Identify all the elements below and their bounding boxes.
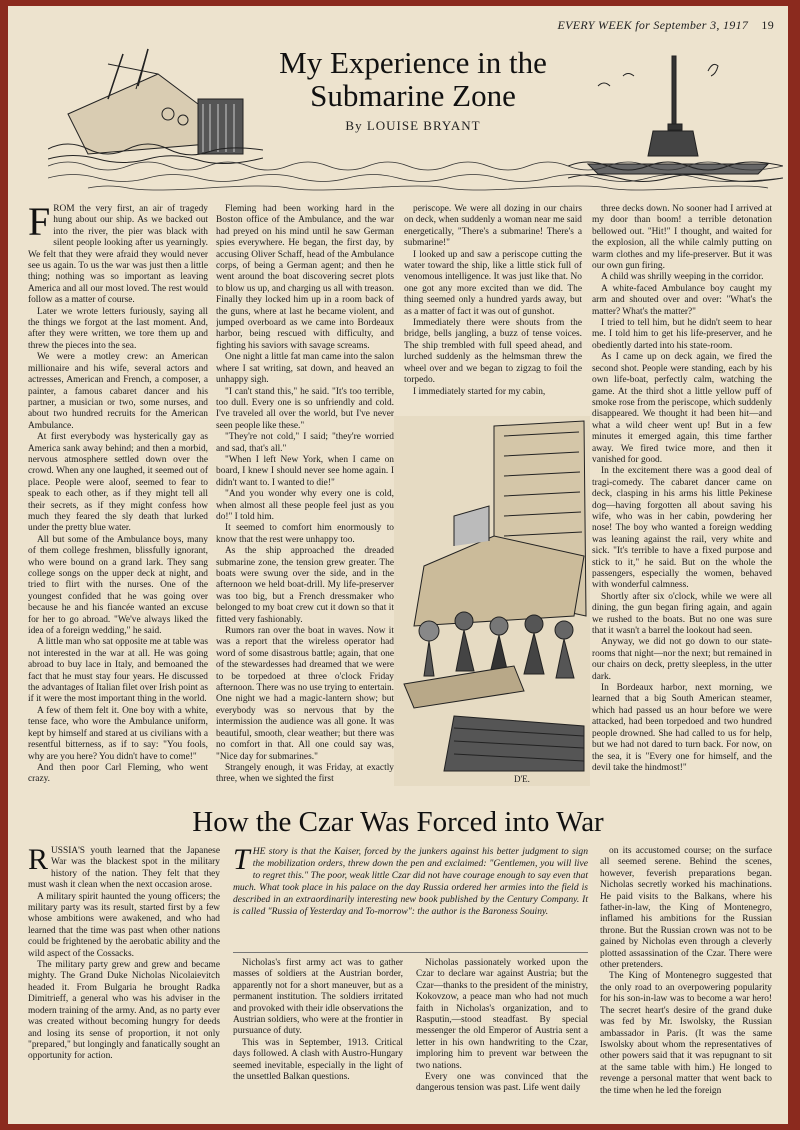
paragraph: periscope. We were all dozing in our chairs on deck, when suddenly a woman near me said energetically, "There's a submarine! There's a submarine!" xyxy=(404,204,582,249)
article2-column-3 xyxy=(416,958,588,1118)
running-head: EVERY WEEK for September 3, 1917 19 xyxy=(557,18,774,32)
paragraph: Nicholas passionately worked upon the Czar to declare war against Austria; but the Czar—thanks to the president of the ministry, Kokovzow, a peace man who had not much faith in Nicholas's organization, and to Rasputin,—stood steadfast. By special messenger the old Emperor of Austria sent a letter in his own handwriting to the Czar, imploring him to prevent war between the two nations. xyxy=(416,958,588,1071)
dropcap: R xyxy=(28,846,49,876)
paragraph: Strangely enough, it was Friday, at exactly three, when we sighted the first xyxy=(216,762,394,785)
paragraph: Anyway, we did not go down to our state-rooms that night—nor the next; but remained in our chairs on deck, pretty sleepless, in the utter dark. xyxy=(592,637,772,682)
paragraph: As the ship approached the dreaded submarine zone, the tension grew greater. The boats were swung over the side, and in the afternoon we held boat-drill. My life-preserver was too big, but a French dressmaker who belonged to my boat crew cut it down so that it fitted very fashionably. xyxy=(216,546,394,625)
paragraph: I tried to tell him, but he didn't seem to hear me. I told him to get his life-preserver, and he obediently darted into his state-room. xyxy=(592,318,772,351)
paragraph: Later we wrote letters furiously, saying all the things we forgot at the last moment. And, after they were written, we tore them up and threw the pieces into the sea. xyxy=(28,306,208,351)
article2-column-4 xyxy=(600,846,772,1118)
paragraph: And then poor Carl Fleming, who went crazy. xyxy=(28,762,208,785)
paragraph: All but some of the Ambulance boys, many of them college freshmen, blissfully ignorant, who were bound on a grand lark. They sang college songs on the upper deck at night, and tried to flirt with the nurses. One of the youngest confided that he was going over because he and his fiancée wanted an excuse for her to go abroad. "We've always liked the idea of a foreign wedding," he said. xyxy=(28,534,208,637)
paragraph: It seemed to comfort him enormously to know that the rest were unhappy too. xyxy=(216,523,394,545)
paragraph: RUSSIA'S youth learned that the Japanese War was the blackest spot in the military history of the nation. They felt that they must wash it clean when the next occasion arose. xyxy=(28,846,220,891)
paragraph: I looked up and saw a periscope cutting the water toward the ship, like a little stick full of venomous intelligence. It was just like that. No one got any more excited than we did. The thing seemed only a hundred yards away, but as a matter of fact it was out of gunshot. xyxy=(404,249,582,317)
figure-signature: D'E. xyxy=(514,774,530,784)
paragraph: In the excitement there was a good deal of tragi-comedy. The cabaret dancer came on deck, clasping in his arms his little Pekinese dog—having forgotten all about saving his wife, who was in her cabin, powdering her nose! The boy who wanted a foreign wedding was leaning against the rail, very white and sick. "It's terrible to have a fixed purpose and stick to it," he said. But on the whole the passengers, especially the women, behaved with wonderful calmness. xyxy=(592,466,772,591)
paragraph: FROM the very first, an air of tragedy hung about our ship. As we backed out into the river, the pier was black with silent people looking after us yearningly. We felt that they were afraid they would never see us again. To us the war was just then a little thing; nothing was so important as leaving America and all our most loved. The rest would follow as a matter of course. xyxy=(28,204,208,306)
sea-waves-decoration xyxy=(48,146,783,196)
intro-rule xyxy=(233,952,588,953)
paragraph: A few of them felt it. One boy with a white, tense face, who wore the Ambulance uniform, kept by himself and stared at us civilians with a resentful bitterness, as if to say: "You fools, why are you here? You didn't have to come!" xyxy=(28,705,208,762)
article2-column-2 xyxy=(233,958,403,1118)
article1-column-2 xyxy=(216,204,394,792)
paragraph: As I came up on deck again, we fired the second shot. People were standing, each by his own life-boat, perfectly calm, watching the game. At the third shot a little yellow puff of smoke rose from the periscope, which suddenly disappeared. We thought it had been hit—and what a wild cheer went up! But in a few minutes it emerged again, this time farther away. We fired twice more, and then it vanished for good. xyxy=(592,352,772,465)
paragraph: Nicholas's first army act was to gather masses of soldiers at the Austrian border, apparently not for a short maneuver, but as a permanent institution. The soldiers irritated and provoked with their idle observations the Austrian soldiers, who were at the frontier in pursuance of duty. xyxy=(233,958,403,1037)
page-number: 19 xyxy=(761,18,774,32)
paragraph: on its accustomed course; on the surface all seemed serene. Behind the scenes, however, feverish preparations began. Nicholas secretly worked his machinations. He paid visits to the Balkans, where his father-in-law, the King of Montenegro, inflamed his ambitions for the Russian throne. But the Russian crown was not to be gained by Nicholas even through a cleverly plotted assassination of the Czar. There were other pretenders. xyxy=(600,846,772,971)
paragraph: Every one was convinced that the dangerous tension was past. Life went daily xyxy=(416,1072,588,1094)
paragraph: Shortly after six o'clock, while we were all dining, the gun began firing again, and again we rushed to the boats. But no one was sure that it wasn't a barrel the lookout had seen. xyxy=(592,591,772,637)
paragraph: We were a motley crew: an American millionaire and his wife, several actors and actresses, American and French, a composer, a painter, a famous cabaret dancer and his partner, a musician or two, some nurses, and about two hundred recruits for the American Ambulance. xyxy=(28,352,208,431)
paragraph: A military spirit haunted the young officers; the military party was its result, started first by a few whose ambitions were awakened, and who had learned that the time was past when other nations could be frightened by the aerobatic ability and the wild aspect of the Cossacks. xyxy=(28,891,220,959)
paragraph: Fleming had been working hard in the Boston office of the Ambulance, and the war had preyed on his mind until he saw German spies everywhere. He began, the first day, by accusing Oliver Schaff, head of the Ambulance corps, of being a German agent; and then he went around the boat discovering secret plots to blow us up, and charging us all with treason. Finally they locked him up in a room back of the guns, where at last he became violent, and jumped overboard as we came into Bordeaux harbor, being rescued with difficulty, and fighting his saviors with savage screams. xyxy=(216,204,394,351)
magazine-page xyxy=(8,6,788,1124)
paragraph: The King of Montenegro suggested that the only road to an overpowering popularity for his son-in-law was to become a war hero! The secret heart's desire of the grand duke was fed by Mr. Iswolsky, the Russian ambassador in Paris. (It was the same Iswolsky about whom the representatives of other powers said that it was repugnant to sit at the same table with him.) He longed to revenge a personal matter that went back to the time when he led the foreign xyxy=(600,971,772,1096)
article2-column-1 xyxy=(28,846,220,1118)
paragraph: A white-faced Ambulance boy caught my arm and shouted over and over: "What's the matter? What's the matter?" xyxy=(592,283,772,317)
article2-title: How the Czar Was Forced into War xyxy=(192,806,604,838)
ship-deck-illustration xyxy=(394,416,590,786)
article1-column-3 xyxy=(404,204,582,404)
paragraph: One night a little fat man came into the salon where I sat writing, sat down, and heaved an unhappy sigh. xyxy=(216,352,394,386)
article1-column-1 xyxy=(28,204,208,792)
dropcap: F xyxy=(28,204,51,244)
paragraph: Rumors ran over the boat in waves. Now it was a report that the wireless operator had word of some disastrous battle; again, that one of the stewardesses had dreamed that we were to be torpedoed at three o'clock Friday afternoon. There was no use trying to entertain. One night we had a magic-lantern show; but everybody was so nervous that by the intermission the audience was all gone. It was beautiful, smooth, clear weather; but there was no comfort in that. All one could say was, "Nice day for submarines." xyxy=(216,626,394,762)
paragraph: A little man who sat opposite me at table was not interested in the war at all. He was going abroad to buy lace in Italy, and bemoaned the fact that he must stay four years. He discussed the advantages of Italian filet over Irish point as if it were the most important thing in the world. xyxy=(28,637,208,705)
paragraph: This was in September, 1913. Critical days followed. A clash with Austro-Hungary seemed inevitable, especially in the light of the unsettled Balkan questions. xyxy=(233,1037,403,1083)
paragraph: At first everybody was hysterically gay as America sank away behind; and then a morbid, nervous atmosphere settled down over the crowd. When any one laughed, it seemed out of place. People were aloof, seemed to fear to speak to each other, as if they might tell all their secrets, as if they might confess how much they feared the sly death that lurked under the pretty blue water. xyxy=(28,432,208,534)
paragraph: In Bordeaux harbor, next morning, we learned that a big South American steamer, which had passed us an hour before we were attacked, had been torpedoed and two hundred people drowned. She had called to us for help, but we had not dared to turn back. For now, on the sea, it is "Every one for himself, and the devil take the hindmost!" xyxy=(592,683,772,773)
article1-column-4 xyxy=(592,204,772,792)
running-header xyxy=(20,16,774,36)
byline: By LOUISE BRYANT xyxy=(345,118,481,133)
paragraph: A child was shrilly weeping in the corridor. xyxy=(601,272,764,283)
article2-intro: THE story is that the Kaiser, forced by the junkers against his better judgment to sign the mobilization orders, threw down the pen and exclaimed: "Gentlemen, you will live to regret this." The poor, weak little Czar did not have courage enough to say even that much. What took place in his palace on the day Russia ordered her armies into the field is described in an extraordinarily interesting new book published by the Century Company. It is called "Russia of Yesterday and To-morrow": the author is the Baroness Souiny. xyxy=(233,843,588,917)
paragraph: Immediately there were shouts from the bridge, bells jangling, a buzz of tense voices. The ship trembled with full speed ahead, and lurched suddenly as the helmsman threw the wheel over and we began to zigzag to foil the torpedo. xyxy=(404,318,582,386)
paragraph: "And you wonder why every one is cold, when almost all these people feel just as you do!" I told him. xyxy=(216,489,394,522)
paragraph: three decks down. No sooner had I arrived at my door than boom! a terrible detonation bellowed out. "Hit!" I thought, and waited for the explosion, all the while calmly putting on warm clothes and my life-preserver. But it was our own gun firing. xyxy=(592,204,772,272)
paragraph: "They're not cold," I said; "they're worried and sad, that's all." xyxy=(216,432,394,454)
paragraph: The military party grew and grew and became mighty. The Grand Duke Nicholas Nicolaievitch headed it. From Bulgaria he brought Radka Dimitrieff, a general who was his adviser in the modern training of the army. And, as no party ever was created without becoming hungry for deeds and losing its sense of proportion, it not only "prepared," but longingly and fanatically sought an opportunity for action. xyxy=(28,960,220,1062)
paragraph: "I can't stand this," he said. "It's too terrible, too dull. Every one is so unfriendly and cold. I've traveled all over the world, but I've never seen people like these." xyxy=(216,386,394,431)
article-title: My Experience in the Submarine Zone xyxy=(279,45,547,113)
paragraph: "When I left New York, when I came on board, I knew I should never see home again. I didn't want to. I wanted to die!" xyxy=(216,454,394,488)
paragraph: I immediately started for my cabin, xyxy=(413,386,546,397)
intro-dropcap: T xyxy=(233,843,250,876)
